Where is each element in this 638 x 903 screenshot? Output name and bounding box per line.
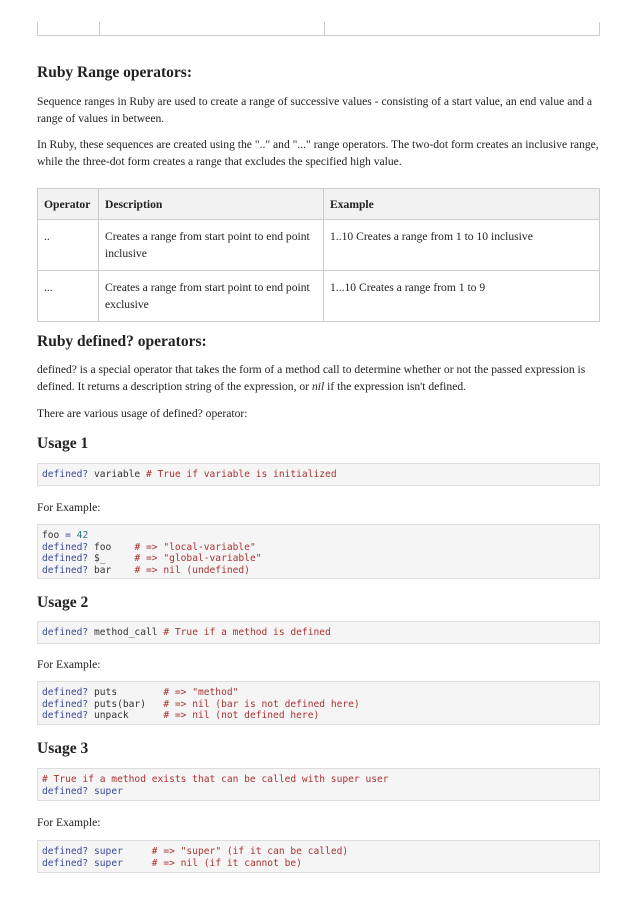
code-text: unpack <box>88 710 164 721</box>
text-fragment: defined? is a special operator that takes the form of a method call to determine whether or not the passed expression is defined. It returns a description string of the expression, or <box>37 363 586 393</box>
col-header-operator: Operator <box>38 189 99 220</box>
code-comment: # => "global-variable" <box>134 553 262 564</box>
usage-2-heading: Usage 2 <box>37 594 89 611</box>
code-text: foo <box>88 541 135 553</box>
code-comment: # True if a method exists that can be called with super user <box>42 774 389 785</box>
code-comment: # => "local-variable" <box>134 541 256 553</box>
table-header-row <box>38 189 600 220</box>
code-text: method_call <box>88 627 164 638</box>
code-text <box>123 846 152 857</box>
code-text: $_ <box>88 553 135 564</box>
usage-1-syntax-code <box>37 463 600 486</box>
keyword: super <box>94 846 123 857</box>
usage-3-syntax-code <box>37 768 600 801</box>
range-operators-heading: Ruby Range operators: <box>37 64 192 81</box>
code-text: bar <box>88 564 135 576</box>
keyword: defined? <box>42 687 89 698</box>
table-row <box>38 271 600 322</box>
keyword: super <box>94 857 123 869</box>
code-comment: # => "method" <box>163 687 239 698</box>
code-comment: # => nil (bar is not defined here) <box>163 698 360 710</box>
usage-3-example-code <box>37 840 600 873</box>
usage-1-heading: Usage 1 <box>37 435 89 452</box>
code-comment: # => nil (if it cannot be) <box>151 857 302 869</box>
keyword: defined? <box>42 564 89 576</box>
description-cell: Creates a range from start point to end point exclusive <box>99 271 324 322</box>
table-divider <box>99 22 100 35</box>
number-literal: 42 <box>76 530 89 541</box>
code-comment: # => nil (not defined here) <box>163 710 320 721</box>
keyword: defined? <box>42 541 89 553</box>
example-cell: 1..10 Creates a range from 1 to 10 inclusive <box>324 220 600 271</box>
for-example-label: For Example: <box>37 816 101 829</box>
keyword: defined? <box>42 785 89 797</box>
text-fragment: if the expression isn't defined. <box>324 380 467 393</box>
code-text: variable <box>88 469 146 480</box>
code-text: puts(bar) <box>88 698 164 710</box>
table-divider <box>324 22 325 35</box>
keyword: defined? <box>42 710 89 721</box>
range-intro-paragraph: Sequence ranges in Ruby are used to create a range of successive values - consisting of a start value, an end value and a range of values in between. <box>37 95 592 125</box>
example-cell: 1...10 Creates a range from 1 to 9 <box>324 271 600 322</box>
keyword: defined? <box>42 553 89 564</box>
table-row <box>38 220 600 271</box>
for-example-label: For Example: <box>37 501 101 514</box>
defined-usage-paragraph: There are various usage of defined? operator: <box>37 407 248 420</box>
keyword: defined? <box>42 846 89 857</box>
usage-1-example-code <box>37 524 600 579</box>
operator-cell: ... <box>38 271 99 322</box>
usage-3-heading: Usage 3 <box>37 740 89 757</box>
code-comment: # => "super" (if it can be called) <box>151 846 349 857</box>
code-text <box>123 858 152 869</box>
keyword: defined? <box>42 857 89 869</box>
keyword: defined? <box>42 627 89 638</box>
defined-operators-heading: Ruby defined? operators: <box>37 333 207 350</box>
for-example-label: For Example: <box>37 658 101 671</box>
usage-2-syntax-code <box>37 621 600 644</box>
col-header-description: Description <box>99 189 324 220</box>
operator: = <box>65 530 71 541</box>
previous-table-bottom <box>37 22 600 36</box>
keyword: super <box>94 785 123 797</box>
defined-intro-paragraph <box>37 361 600 395</box>
code-text: puts <box>88 687 164 698</box>
keyword: defined? <box>42 698 89 710</box>
code-comment: # True if variable is initialized <box>145 469 337 480</box>
range-forms-paragraph: In Ruby, these sequences are created using the ".." and "..." range operators. The two-dot form creates an inclusive range, while the three-dot form creates a range that excludes the specified high value. <box>37 138 599 168</box>
code-comment: # True if a method is defined <box>163 627 331 638</box>
description-cell: Creates a range from start point to end point inclusive <box>99 220 324 271</box>
keyword: defined? <box>42 469 89 480</box>
nil-italic: nil <box>311 380 325 393</box>
col-header-example: Example <box>324 189 600 220</box>
code-text: foo <box>42 530 66 541</box>
code-comment: # => nil (undefined) <box>134 564 250 576</box>
usage-2-example-code <box>37 681 600 725</box>
range-operators-table <box>37 188 600 322</box>
operator-cell: .. <box>38 220 99 271</box>
